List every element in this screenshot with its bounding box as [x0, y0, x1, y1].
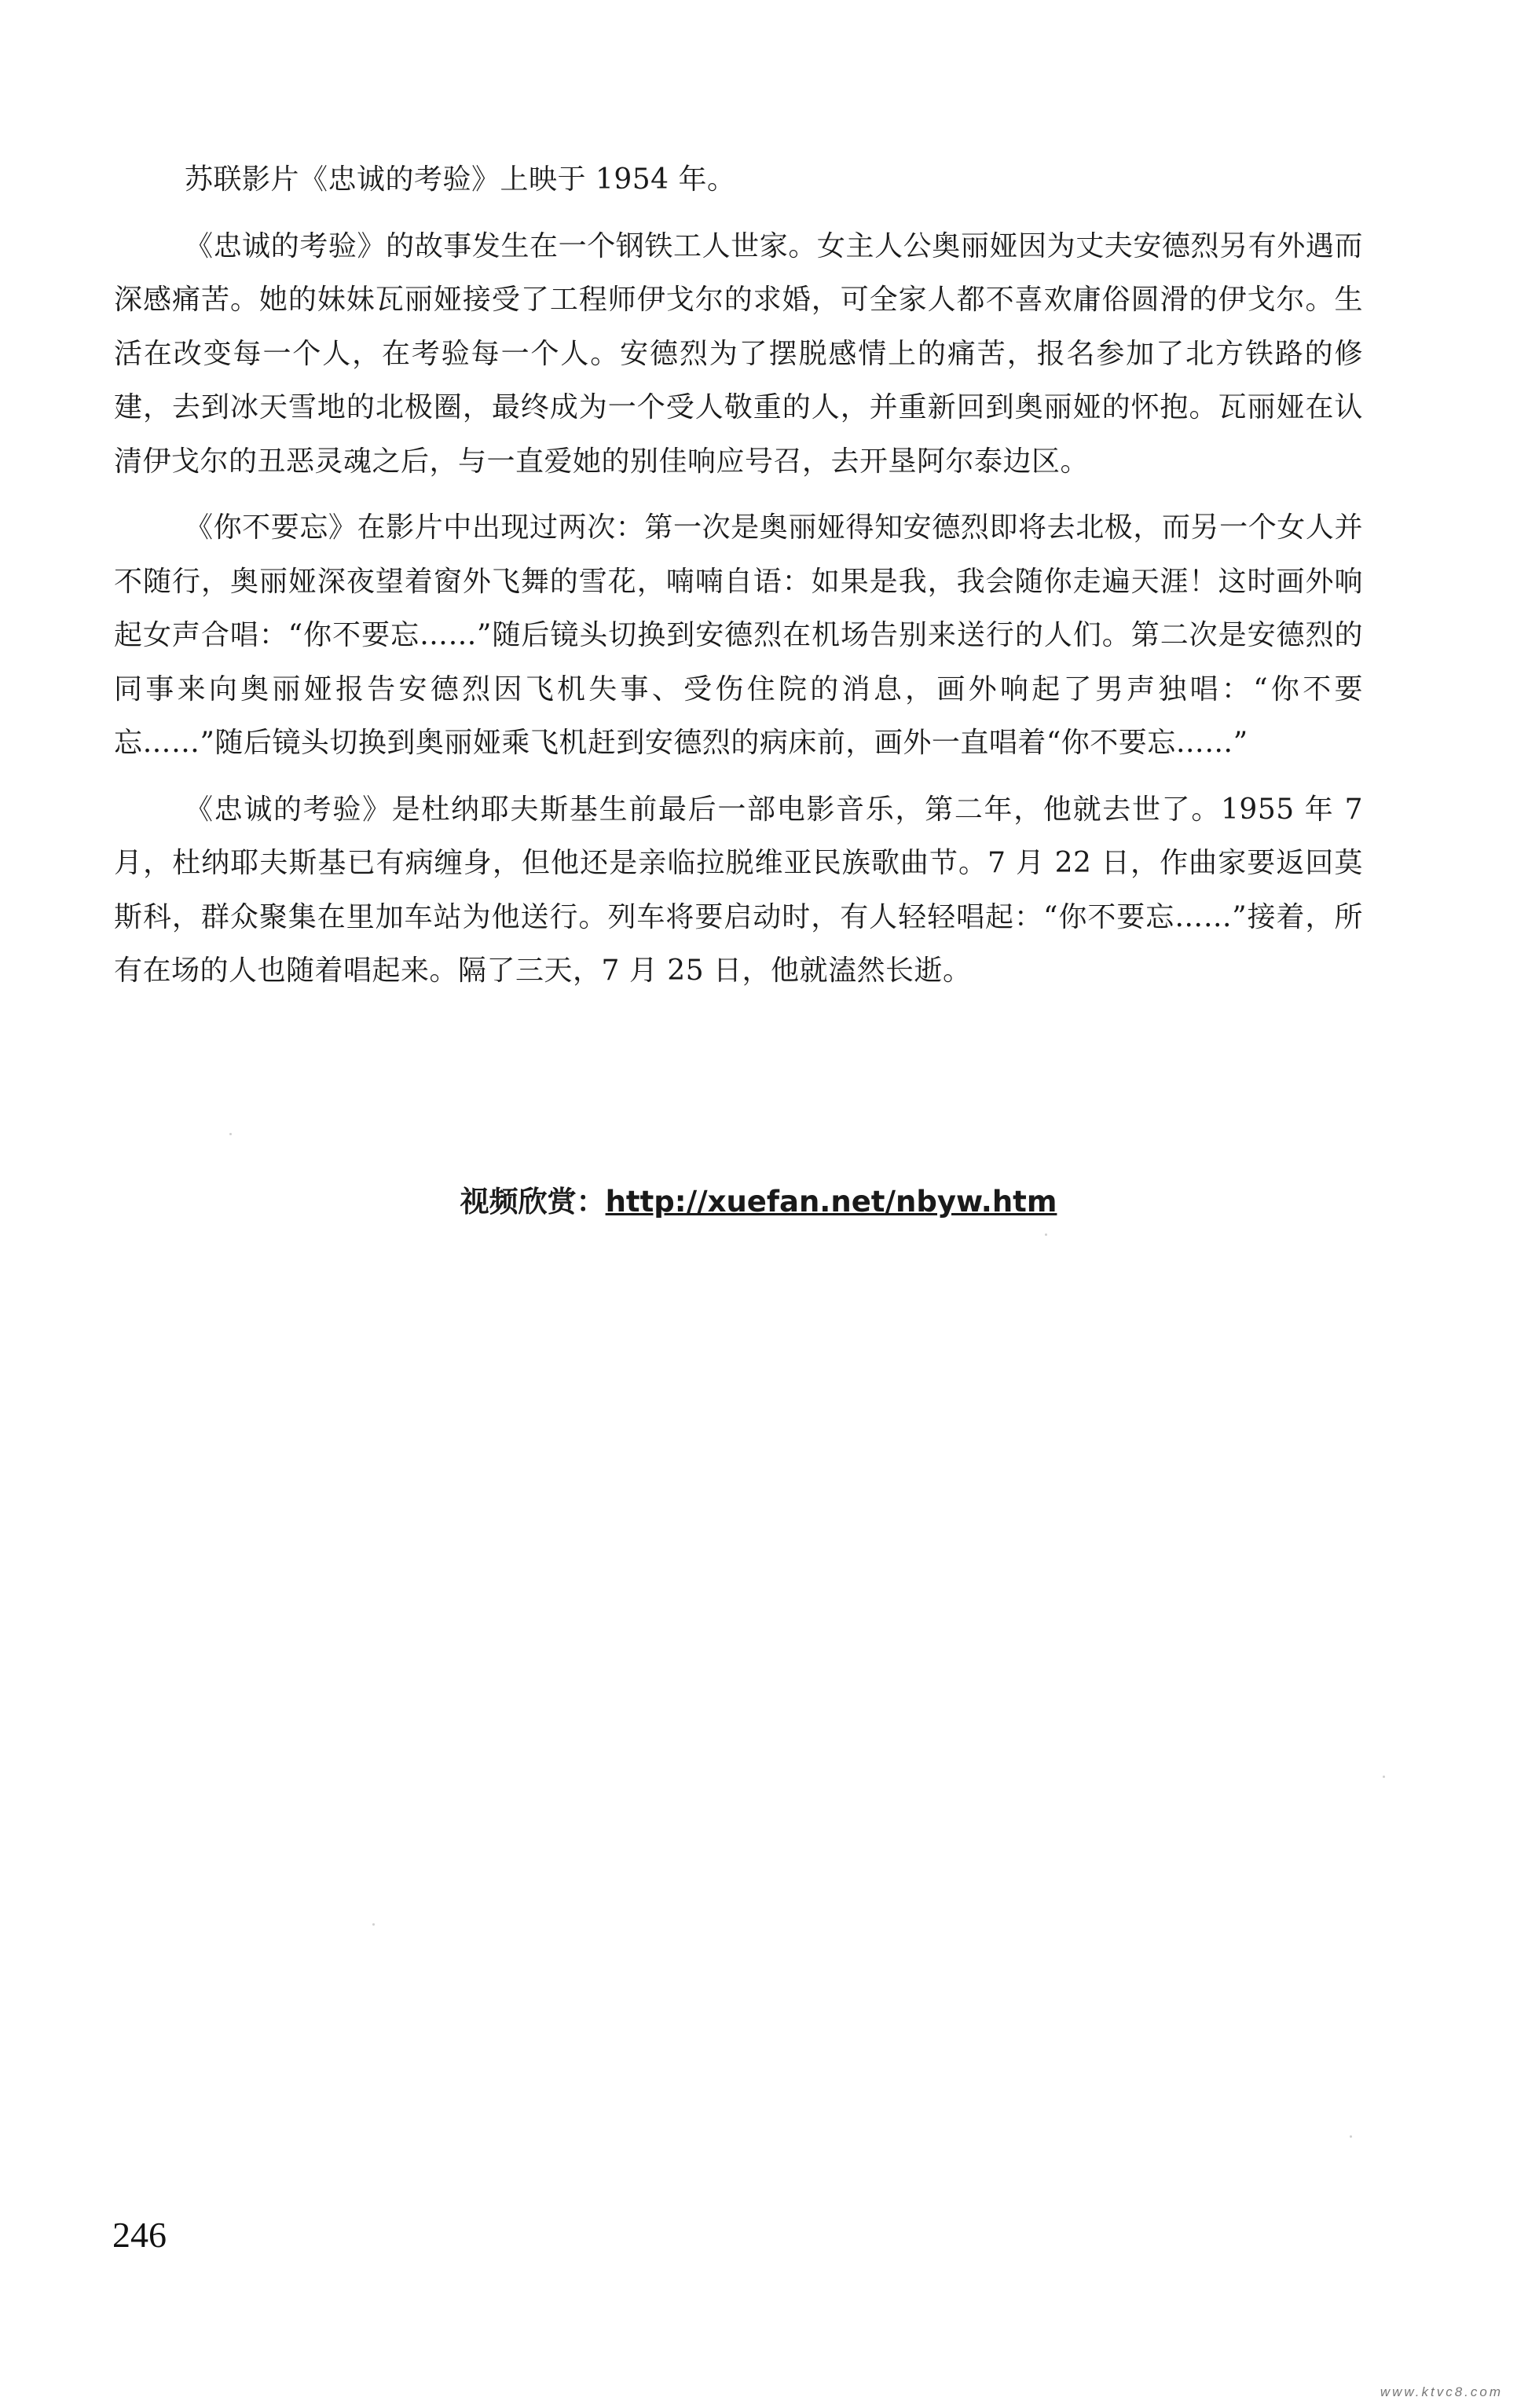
scan-speck — [1350, 2135, 1352, 2138]
paragraph-story: 《忠诚的考验》的故事发生在一个钢铁工人世家。女主人公奥丽娅因为丈夫安德烈另有外遇而深感痛苦。她的妹妹瓦丽娅接受了工程师伊戈尔的求婚，可全家人都不喜欢庸俗圆滑的伊戈尔。生活在改变每一个人，在考验每一个人。安德烈为了摆脱感情上的痛苦，报名参加了北方铁路的修建，去到冰天雪地的北极圈，最终成为一个受人敬重的人，并重新回到奥丽娅的怀抱。瓦丽娅在认清伊戈尔的丑恶灵魂之后，与一直爱她的别佳响应号召，去开垦阿尔泰边区。 — [114, 229, 1363, 478]
scan-speck — [372, 1923, 375, 1926]
scan-speck — [229, 1133, 232, 1135]
page-number: 246 — [112, 2215, 167, 2255]
paragraph-song-appearances: 《你不要忘》在影片中出现过两次：第一次是奥丽娅得知安德烈即将去北极，而另一个女人并不随行，奥丽娅深夜望着窗外飞舞的雪花，喃喃自语：如果是我，我会随你走遍天涯！这时画外响起女声合唱：“你不要忘……”随后镜头切换到安德烈在机场告别来送行的人们。第二次是安德烈的同事来向奥丽娅报告安德烈因飞机失事、受伤住院的消息，画外响起了男声独唱：“你不要忘……”随后镜头切换到奥丽娅乘飞机赶到安德烈的病床前，画外一直唱着“你不要忘……” — [114, 511, 1363, 759]
paragraph-intro: 苏联影片《忠诚的考验》上映于 1954 年。 — [185, 163, 736, 196]
scan-speck — [1383, 1776, 1385, 1778]
paragraph-composer: 《忠诚的考验》是杜纳耶夫斯基生前最后一部电影音乐，第二年，他就去世了。1955 年 7 月，杜纳耶夫斯基已有病缠身，但他还是亲临拉脱维亚民族歌曲节。7 月 22 日，作曲家要返回莫斯科，群众聚集在里加车站为他送行。列车将要启动时，有人轻轻唱起：“你不要忘……”接着，所有在场的人也随着唱起来。隔了三天，7 月 25 日，他就溘然长逝。 — [114, 793, 1363, 987]
video-label: 视频欣赏： — [460, 1185, 606, 1219]
body-text — [114, 153, 1363, 1011]
scan-speck — [1045, 1233, 1047, 1236]
watermark: www.ktvc8.com — [1380, 2384, 1503, 2399]
video-url-link[interactable]: http://xuefan.net/nbyw.htm — [605, 1185, 1057, 1219]
video-link-line — [0, 1178, 1517, 1226]
